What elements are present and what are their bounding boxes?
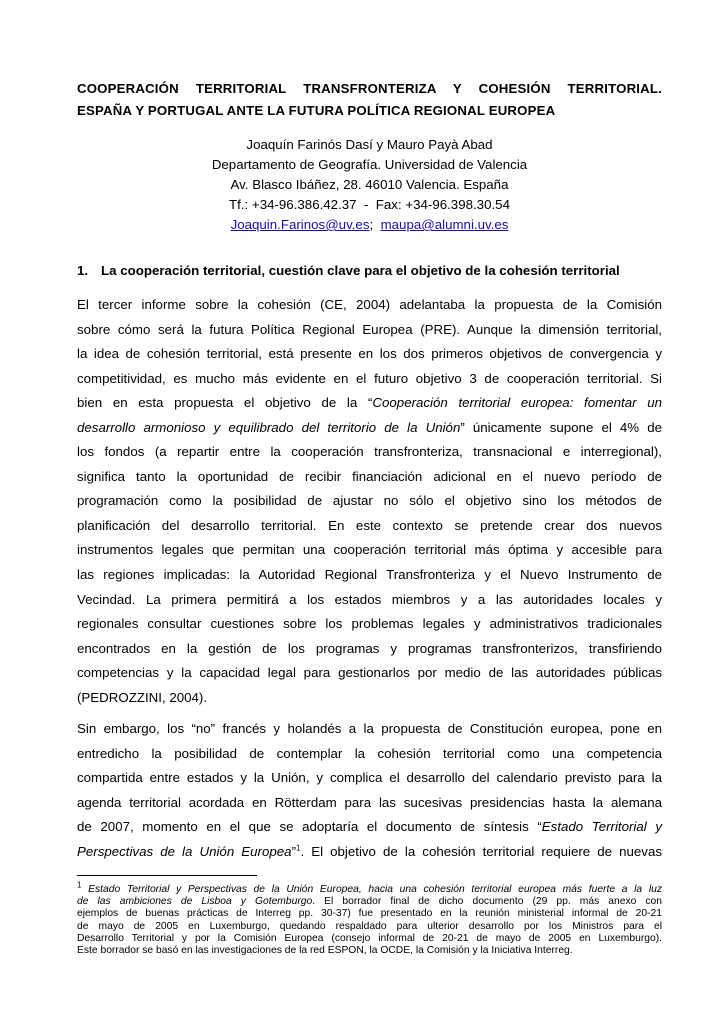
text-line: la idea de cohesión territorial, está presente en los dos primeros objetivos de convergencia y (77, 346, 662, 362)
section-heading (77, 263, 677, 278)
text-line: programación como la posibilidad de ajustar no sólo el objetivo sino los métodos de (77, 493, 662, 509)
footnote-marker: 1 (77, 880, 82, 890)
text-line: de 2007, momento en el que se adoptaría el documento de síntesis “Estado Territorial y (77, 819, 662, 835)
footnote-line: Este borrador se basó en las investigaciones de la red ESPON, la OCDE, la Comisión y la Iniciativa Interreg. (77, 945, 573, 957)
text-line: desarrollo armonioso y equilibrado del territorio de la Unión” únicamente supone el 4% de (77, 419, 663, 435)
text-line: Perspectivas de la Unión Europea”$^1$. El objetivo de la cohesión territorial requiere de nuevas (77, 843, 662, 860)
footnote (77, 880, 663, 957)
author-names: Joaquín Farinós Dasí y Mauro Payà Abad (246, 137, 493, 152)
author-department: Departamento de Geografía. Universidad de Valencia (211, 157, 528, 172)
italic-quote: Cooperación territorial europea: fomentar un (372, 395, 663, 411)
text-line: significa tanto la oportunidad de recibir financiación adicional en el nuevo período de (77, 468, 662, 484)
footnote-divider (77, 875, 257, 876)
footnote-line: $^1$ Estado Territorial y Perspectivas de la Unión Europea, hacia una cohesión territorial europea más fuerte a la luz (77, 880, 662, 895)
section-title: La cooperación territorial, cuestión clave para el objetivo de la cohesión territorial (101, 263, 620, 278)
paragraph-1 (77, 293, 662, 710)
italic-quote: Estado Territorial y (541, 819, 662, 835)
author-address: Av. Blasco Ibáñez, 28. 46010 Valencia. España (230, 177, 509, 192)
text-line: Sin embargo, los “no” francés y holandés a la propuesta de Constitución europea, pone en (77, 721, 662, 737)
text-line: sobre cómo será la futura Política Regional Europea (PRE). Aunque la dimensión territorial, (77, 321, 662, 337)
footnote-line: Desarrollo Territorial y por la Comisión Europea (consejo informal de 20-21 de mayo de 2005 en Luxemburgo). (77, 932, 662, 944)
text-line: agenda territorial acordada en Rötterdam para las sucesivas presidencias hasta la alemana (77, 794, 662, 810)
footnote-line: ejemplos de buenas prácticas de Interreg pp. 30-37) fue presentado en la reunión ministerial informal de 20-21 (77, 908, 662, 920)
text-line: los fondos (a repartir entre la cooperación transfronteriza, transnacional e interregional), (77, 444, 662, 460)
text-line: compartida entre estados y la Unión, y complica el desarrollo del calendario previsto para la (77, 770, 662, 786)
text-line: competitividad, es mucho más evidente en el futuro objetivo 3 de cooperación territorial. Si (77, 370, 662, 386)
email-link-maupa[interactable]: maupa@alumni.uv.es (380, 217, 509, 232)
text-line: El tercer informe sobre la cohesión (CE, 2004) adelantaba la propuesta de la Comisión (77, 297, 662, 312)
author-fax: Fax: +34-96.398.30.54 (375, 197, 510, 212)
text-line: planificación del desarrollo territorial. En este contexto se pretende crear dos nuevos (77, 517, 662, 533)
author-contact: Tf.: +34-96.386.42.37 - Fax: +34-96.398.30.54 (229, 197, 510, 212)
title-line-2: ESPAÑA Y PORTUGAL ANTE LA FUTURA POLÍTICA REGIONAL EUROPEA (77, 103, 556, 118)
paper-title (77, 78, 662, 122)
text-line: regionales consultar cuestiones sobre los problemas legales y administrativos tradicionales (77, 616, 662, 632)
title-line-1: COOPERACIÓN TERRITORIAL TRANSFRONTERIZA Y COHESIÓN TERRITORIAL. (77, 81, 662, 96)
text-line: las regiones implicadas: la Autoridad Regional Transfronteriza y el Nuevo Instrumento de (77, 567, 662, 583)
text-line: encontrados en la gestión de los programas y programas transfronterizos, transfiriendo (77, 640, 662, 656)
footnote-line: de las ambiciones de Lisboa y Gotemburgo. El borrador final de dicho documento (29 pp. más anexo con (77, 896, 663, 908)
author-phone: Tf.: +34-96.386.42.37 (229, 197, 357, 212)
italic-quote: desarrollo armonioso y equilibrado del territorio de la Unión (77, 419, 461, 435)
author-emails: Joaquin.Farinos@uv.es; maupa@alumni.uv.es (230, 217, 509, 232)
footnote-line: de mayo de 2005 en Luxemburgo, quedando respaldado para ulterior desarrollo por los Ministros para el (77, 920, 662, 932)
text-line: Vecindad. La primera permitirá a los estados miembros y a las autoridades locales y (77, 591, 662, 607)
text-line: competencias y la capacidad legal para gestionarlos por medio de las autoridades públicas (77, 665, 662, 681)
text-line: bien en esta propuesta el objetivo de la “Cooperación territorial europea: fomentar un (77, 395, 663, 411)
text-line: (PEDROZZINI, 2004). (77, 689, 208, 705)
author-block (77, 135, 662, 235)
paragraph-2 (77, 717, 662, 864)
text-line: instrumentos legales que permitan una cooperación territorial más óptima y accesible para (77, 542, 662, 558)
body-text (77, 293, 662, 872)
email-link-farinos[interactable]: Joaquin.Farinos@uv.es (230, 217, 370, 232)
footnote-reference[interactable]: 1 (296, 843, 301, 853)
italic-quote: Perspectivas de la Unión Europea (77, 844, 292, 860)
section-number: 1. (77, 263, 89, 278)
text-line: entredicho la posibilidad de contemplar la cohesión territorial como una competencia (77, 745, 662, 761)
